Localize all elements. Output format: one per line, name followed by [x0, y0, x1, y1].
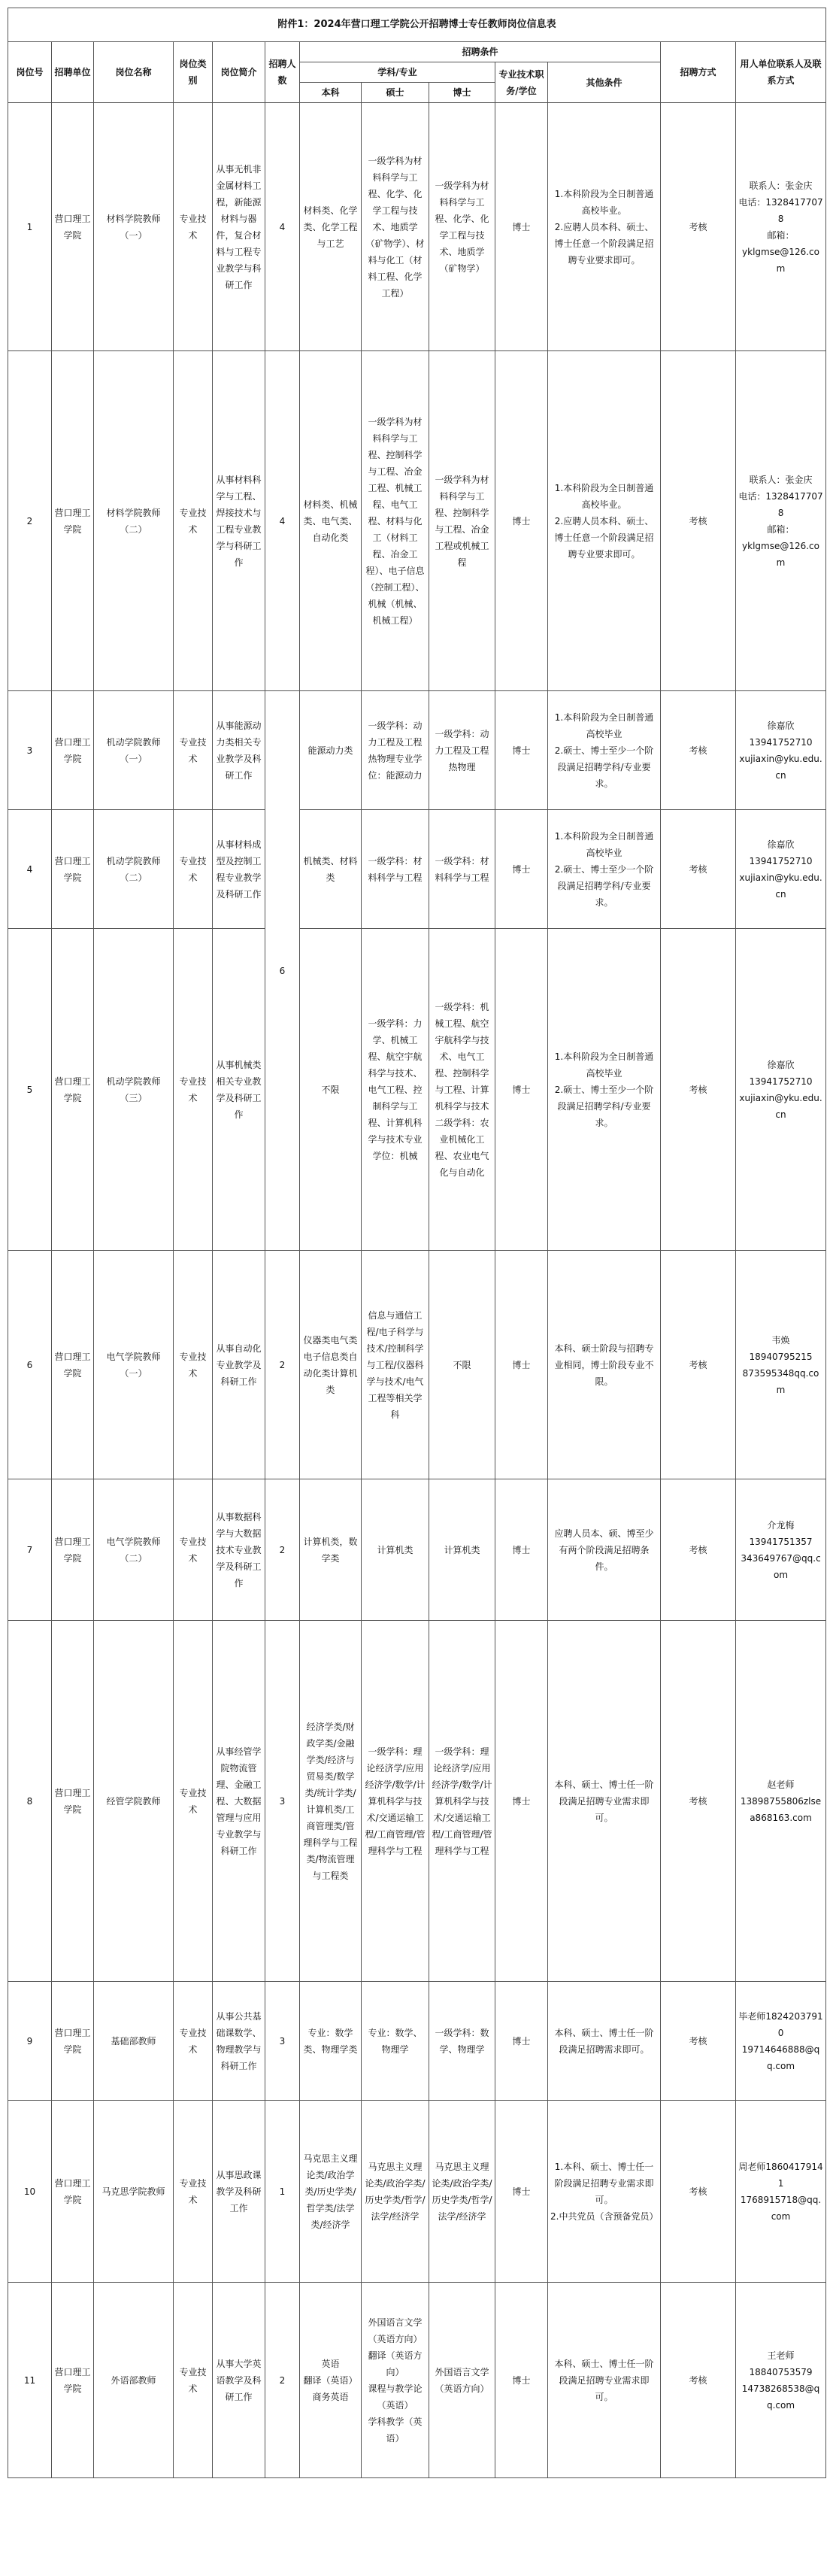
- cell-position-category: 专业技术: [174, 929, 213, 1251]
- cell-contact: 王老师 18840753579 14738268538@qq.com: [736, 2283, 826, 2478]
- cell-method: 考核: [661, 351, 736, 691]
- cell-position-description: 从事数据科学与大数据技术专业教学及科研工作: [213, 1479, 265, 1621]
- cell-phd: 一级学科：机械工程、航空宇航科学与技术、电气工程、控制科学与工程、计算机科学与技术 二级学科：农业机械化工程、农业电气化与自动化: [429, 929, 495, 1251]
- cell-other: 1.本科阶段为全日制普通高校毕业 2.硕士、博士至少一个阶段满足招聘学科/专业要求。: [548, 810, 661, 929]
- cell-contact: 徐嘉欣 13941752710 xujiaxin@yku.edu.cn: [736, 810, 826, 929]
- header-contact: 用人单位联系人及联系方式: [736, 42, 826, 103]
- cell-no: 6: [8, 1251, 52, 1479]
- table-row: [8, 351, 826, 691]
- cell-degree: 博士: [495, 691, 548, 810]
- header-count: 招聘人数: [265, 42, 300, 103]
- cell-position-name: 经管学院教师: [94, 1621, 174, 1982]
- header-method: 招聘方式: [661, 42, 736, 103]
- cell-position-category: 专业技术: [174, 810, 213, 929]
- cell-no: 10: [8, 2101, 52, 2283]
- cell-position-name: 材料学院教师（一）: [94, 103, 174, 351]
- header-phd: 博士: [429, 83, 495, 103]
- header-no: 岗位号: [8, 42, 52, 103]
- cell-phd: 一级学科：理论经济学/应用经济学/数学/计算机科学与技术/交通运输工程/工商管理/管理科学与工程: [429, 1621, 495, 1982]
- cell-bachelor: 材料类、化学类、化学工程与工艺: [300, 103, 362, 351]
- cell-no: 4: [8, 810, 52, 929]
- cell-bachelor: 英语 翻译（英语） 商务英语: [300, 2283, 362, 2478]
- cell-position-category: 专业技术: [174, 1621, 213, 1982]
- table-row: [8, 1621, 826, 1982]
- cell-unit: 营口理工学院: [52, 1251, 94, 1479]
- table-row: [8, 1251, 826, 1479]
- cell-no: 11: [8, 2283, 52, 2478]
- cell-degree: 博士: [495, 1621, 548, 1982]
- cell-degree: 博士: [495, 1251, 548, 1479]
- cell-other: 本科、硕士、博士任一阶段满足招聘专业需求即可。: [548, 1621, 661, 1982]
- cell-position-description: 从事无机非金属材料工程，新能源材料与器件，复合材料与工程专业教学与科研工作: [213, 103, 265, 351]
- cell-position-description: 从事能源动力类相关专业教学及科研工作: [213, 691, 265, 810]
- cell-count: 4: [265, 351, 300, 691]
- cell-degree: 博士: [495, 1982, 548, 2101]
- cell-method: 考核: [661, 2101, 736, 2283]
- cell-no: 7: [8, 1479, 52, 1621]
- table-row: [8, 2101, 826, 2283]
- cell-unit: 营口理工学院: [52, 1621, 94, 1982]
- cell-contact: 联系人：张金庆 电话：13284177078 邮箱： yklgmse@126.com: [736, 103, 826, 351]
- cell-master: 计算机类: [362, 1479, 429, 1621]
- cell-master: 马克思主义理论类/政治学类/历史学类/哲学/法学/经济学: [362, 2101, 429, 2283]
- cell-method: 考核: [661, 1251, 736, 1479]
- cell-method: 考核: [661, 691, 736, 810]
- cell-master: 一级学科：材料科学与工程: [362, 810, 429, 929]
- cell-master: 信息与通信工程/电子科学与技术/控制科学与工程/仪器科学与技术/电气工程等相关学科: [362, 1251, 429, 1479]
- header-title-degree: 专业技术职务/学位: [495, 62, 548, 103]
- table-row: [8, 103, 826, 351]
- table-row: [8, 1479, 826, 1621]
- cell-no: 5: [8, 929, 52, 1251]
- cell-no: 3: [8, 691, 52, 810]
- cell-other: 1.本科阶段为全日制普通高校毕业 2.硕士、博士至少一个阶段满足招聘学科/专业要求。: [548, 929, 661, 1251]
- cell-position-name: 基础部教师: [94, 1982, 174, 2101]
- cell-other: 本科、硕士阶段与招聘专业相同，博士阶段专业不限。: [548, 1251, 661, 1479]
- cell-contact: 介龙梅 13941751357 343649767@qq.com: [736, 1479, 826, 1621]
- cell-count: 1: [265, 2101, 300, 2283]
- cell-unit: 营口理工学院: [52, 691, 94, 810]
- cell-position-description: 从事自动化专业教学及科研工作: [213, 1251, 265, 1479]
- header-master: 硕士: [362, 83, 429, 103]
- cell-unit: 营口理工学院: [52, 2283, 94, 2478]
- cell-degree: 博士: [495, 2283, 548, 2478]
- cell-contact: 徐嘉欣 13941752710 xujiaxin@yku.edu.cn: [736, 691, 826, 810]
- cell-position-name: 机动学院教师（二）: [94, 810, 174, 929]
- cell-master: 一级学科为材料科学与工程、控制科学与工程、冶金工程、机械工程、电气工程、材料与化工（材料工程、冶金工程）、电子信息（控制工程）、机械（机械、机械工程）: [362, 351, 429, 691]
- cell-position-description: 从事材料科学与工程、焊接技术与工程专业教学与科研工作: [213, 351, 265, 691]
- cell-other: 本科、硕士、博士任一阶段满足招聘需求即可。: [548, 1982, 661, 2101]
- cell-count: 4: [265, 103, 300, 351]
- cell-contact: 韦焕 18940795215 873595348qq.com: [736, 1251, 826, 1479]
- cell-master: 一级学科：动力工程及工程热物理专业学位：能源动力: [362, 691, 429, 810]
- cell-position-category: 专业技术: [174, 351, 213, 691]
- cell-unit: 营口理工学院: [52, 1982, 94, 2101]
- cell-degree: 博士: [495, 2101, 548, 2283]
- cell-count: 3: [265, 1621, 300, 1982]
- cell-phd: 一级学科为材料科学与工程、化学、化学工程与技术、地质学（矿物学）: [429, 103, 495, 351]
- cell-unit: 营口理工学院: [52, 810, 94, 929]
- cell-count: 2: [265, 2283, 300, 2478]
- cell-phd: 马克思主义理论类/政治学类/历史学类/哲学/法学/经济学: [429, 2101, 495, 2283]
- cell-degree: 博士: [495, 351, 548, 691]
- cell-position-name: 马克思学院教师: [94, 2101, 174, 2283]
- cell-master: 一级学科：理论经济学/应用经济学/数学/计算机科学与技术/交通运输工程/工商管理/管理科学与工程: [362, 1621, 429, 1982]
- cell-position-description: 从事材料成型及控制工程专业教学及科研工作: [213, 810, 265, 929]
- cell-position-name: 机动学院教师（一）: [94, 691, 174, 810]
- cell-no: 9: [8, 1982, 52, 2101]
- cell-phd: 一级学科：动力工程及工程热物理: [429, 691, 495, 810]
- cell-count-merged: 6: [265, 691, 300, 1251]
- table-row: [8, 929, 826, 1251]
- cell-position-name: 机动学院教师（三）: [94, 929, 174, 1251]
- cell-position-category: 专业技术: [174, 103, 213, 351]
- cell-contact: 周老师18604179141 1768915718@qq.com: [736, 2101, 826, 2283]
- cell-phd: 不限: [429, 1251, 495, 1479]
- cell-method: 考核: [661, 1982, 736, 2101]
- table-row: [8, 1982, 826, 2101]
- cell-count: 2: [265, 1479, 300, 1621]
- cell-bachelor: 能源动力类: [300, 691, 362, 810]
- cell-contact: 徐嘉欣 13941752710 xujiaxin@yku.edu.cn: [736, 929, 826, 1251]
- cell-degree: 博士: [495, 1479, 548, 1621]
- cell-method: 考核: [661, 929, 736, 1251]
- cell-bachelor: 仪器类电气类电子信息类自动化类计算机类: [300, 1251, 362, 1479]
- cell-bachelor: 专业：数学类、物理学类: [300, 1982, 362, 2101]
- cell-degree: 博士: [495, 103, 548, 351]
- cell-other: 1.本科、硕士、博士任一阶段满足招聘专业需求即可。 2.中共党员（含预备党员）: [548, 2101, 661, 2283]
- cell-other: 1.本科阶段为全日制普通高校毕业。 2.应聘人员本科、硕士、博士任意一个阶段满足招聘专业要求即可。: [548, 351, 661, 691]
- header-position-description: 岗位简介: [213, 42, 265, 103]
- header-conditions: 招聘条件: [300, 42, 661, 62]
- cell-master: 一级学科为材料科学与工程、化学、化学工程与技术、地质学（矿物学）、材料与化工（材料工程、化学工程）: [362, 103, 429, 351]
- cell-phd: 外国语言文学（英语方向）: [429, 2283, 495, 2478]
- table-row: [8, 691, 826, 810]
- cell-method: 考核: [661, 810, 736, 929]
- cell-position-description: 从事机械类相关专业教学及科研工作: [213, 929, 265, 1251]
- recruitment-table: [8, 8, 826, 2478]
- cell-position-category: 专业技术: [174, 2283, 213, 2478]
- cell-master: 外国语言文学（英语方向） 翻译（英语方向） 课程与教学论（英语） 学科教学（英语）: [362, 2283, 429, 2478]
- cell-position-category: 专业技术: [174, 1982, 213, 2101]
- cell-degree: 博士: [495, 810, 548, 929]
- cell-other: 1.本科阶段为全日制普通高校毕业 2.硕士、博士至少一个阶段满足招聘学科/专业要求。: [548, 691, 661, 810]
- header-bachelor: 本科: [300, 83, 362, 103]
- cell-method: 考核: [661, 103, 736, 351]
- cell-contact: 联系人：张金庆 电话：13284177078 邮箱： yklgmse@126.com: [736, 351, 826, 691]
- cell-bachelor: 马克思主义理论类/政治学类/历史学类/哲学类/法学类/经济学: [300, 2101, 362, 2283]
- table-title: 附件1：2024年营口理工学院公开招聘博士专任教师岗位信息表: [8, 8, 826, 42]
- cell-position-category: 专业技术: [174, 2101, 213, 2283]
- header-position-name: 岗位名称: [94, 42, 174, 103]
- table-row: [8, 810, 826, 929]
- cell-position-name: 外语部教师: [94, 2283, 174, 2478]
- cell-other: 本科、硕士、博士任一阶段满足招聘专业需求即可。: [548, 2283, 661, 2478]
- cell-position-category: 专业技术: [174, 691, 213, 810]
- cell-unit: 营口理工学院: [52, 2101, 94, 2283]
- cell-method: 考核: [661, 2283, 736, 2478]
- cell-contact: 毕老师18242037910 19714646888@qq.com: [736, 1982, 826, 2101]
- cell-other: 1.本科阶段为全日制普通高校毕业。 2.应聘人员本科、硕士、博士任意一个阶段满足招聘专业要求即可。: [548, 103, 661, 351]
- table-row: [8, 2283, 826, 2478]
- cell-master: 专业：数学、物理学: [362, 1982, 429, 2101]
- cell-position-description: 从事经管学院物流管理、金融工程、大数据管理与应用专业教学与科研工作: [213, 1621, 265, 1982]
- cell-no: 1: [8, 103, 52, 351]
- cell-position-name: 电气学院教师（一）: [94, 1251, 174, 1479]
- cell-master: 一级学科：力学、机械工程、航空宇航科学与技术、电气工程、控制科学与工程、计算机科学与技术专业学位：机械: [362, 929, 429, 1251]
- cell-position-description: 从事公共基础课数学、物理教学与科研工作: [213, 1982, 265, 2101]
- cell-phd: 计算机类: [429, 1479, 495, 1621]
- cell-bachelor: 机械类、材料类: [300, 810, 362, 929]
- cell-phd: 一级学科：数学、物理学: [429, 1982, 495, 2101]
- cell-position-name: 电气学院教师（二）: [94, 1479, 174, 1621]
- cell-position-description: 从事大学英语教学及科研工作: [213, 2283, 265, 2478]
- cell-method: 考核: [661, 1479, 736, 1621]
- cell-degree: 博士: [495, 929, 548, 1251]
- header-other: 其他条件: [548, 62, 661, 103]
- cell-unit: 营口理工学院: [52, 929, 94, 1251]
- cell-position-name: 材料学院教师（二）: [94, 351, 174, 691]
- cell-bachelor: 材料类、机械类、电气类、自动化类: [300, 351, 362, 691]
- header-unit: 招聘单位: [52, 42, 94, 103]
- cell-unit: 营口理工学院: [52, 1479, 94, 1621]
- cell-no: 8: [8, 1621, 52, 1982]
- cell-position-category: 专业技术: [174, 1479, 213, 1621]
- cell-count: 2: [265, 1251, 300, 1479]
- cell-phd: 一级学科：材料科学与工程: [429, 810, 495, 929]
- cell-no: 2: [8, 351, 52, 691]
- header-major: 学科/专业: [300, 62, 495, 83]
- header-position-category: 岗位类别: [174, 42, 213, 103]
- cell-position-category: 专业技术: [174, 1251, 213, 1479]
- cell-unit: 营口理工学院: [52, 351, 94, 691]
- cell-phd: 一级学科为材料科学与工程、控制科学与工程、冶金工程或机械工程: [429, 351, 495, 691]
- cell-count: 3: [265, 1982, 300, 2101]
- cell-bachelor: 经济学类/财政学类/金融学类/经济与贸易类/数学类/统计学类/计算机类/工商管理类/管理科学与工程类/物流管理与工程类: [300, 1621, 362, 1982]
- cell-method: 考核: [661, 1621, 736, 1982]
- cell-contact: 赵老师 13898755806zlsea868163.com: [736, 1621, 826, 1982]
- cell-other: 应聘人员本、硕、博至少有两个阶段满足招聘条件。: [548, 1479, 661, 1621]
- cell-position-description: 从事思政课教学及科研工作: [213, 2101, 265, 2283]
- cell-bachelor: 不限: [300, 929, 362, 1251]
- cell-bachelor: 计算机类，数学类: [300, 1479, 362, 1621]
- cell-unit: 营口理工学院: [52, 103, 94, 351]
